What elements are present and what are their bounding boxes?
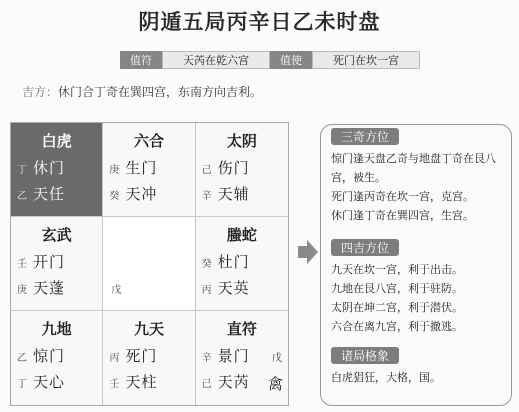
palace-star: 天辅: [217, 185, 250, 203]
info-bar: [120, 51, 420, 69]
palace-door: 杜门: [217, 253, 250, 271]
extra-star: 禽: [267, 375, 283, 393]
palace-door: 景门: [217, 347, 250, 365]
palace-star: 天英: [217, 279, 250, 297]
palace-zhen: [11, 217, 103, 311]
palace-star: 天柱: [125, 373, 158, 391]
door-stem: 庚: [109, 165, 120, 176]
center-stem: 戊: [111, 285, 122, 296]
door-stem: 己: [201, 165, 212, 176]
section-tag-siji: 四吉方位: [331, 239, 399, 256]
auspicious-text: 休门合丁奇在巽四宫，东南方向吉利。: [58, 85, 263, 99]
door-stem: 辛: [201, 353, 212, 364]
auspicious-label: 吉方：: [22, 85, 59, 99]
palace-star: 天任: [33, 185, 66, 203]
section-tag-sanqi: 三奇方位: [331, 128, 399, 145]
palace-star: 天冲: [125, 185, 158, 203]
palace-qian: [196, 311, 288, 405]
star-stem: 丁: [17, 379, 27, 390]
text-line: 九地在艮八宫，利于驻防。: [331, 282, 463, 295]
palace-star: 天心: [33, 373, 66, 391]
palace-door: 开门: [33, 253, 66, 271]
palace-star: 天蓬: [33, 279, 66, 297]
zhishi-label: 值使: [270, 51, 312, 69]
page-title: 阴遁五局丙辛日乙未时盘: [138, 10, 381, 34]
palace-door: 生门: [125, 159, 158, 177]
door-stem: 壬: [17, 259, 27, 270]
text-line: 惊门逢天盘乙奇与地盘丁奇在艮八宫，被生。: [331, 152, 496, 184]
door-stem: 丙: [109, 353, 120, 364]
door-stem: 乙: [17, 353, 27, 364]
palace-star: 天芮: [217, 373, 250, 391]
star-stem: 庚: [17, 285, 27, 296]
palace-god: 九天: [133, 320, 164, 338]
star-stem: 乙: [17, 191, 27, 202]
section-text-siji: [331, 260, 509, 336]
palace-god: 白虎: [41, 132, 72, 150]
palace-center: [103, 217, 195, 311]
palace-door: 死门: [125, 347, 158, 365]
palace-kan: [103, 311, 195, 405]
palace-gen: [11, 311, 103, 405]
palace-li: [103, 123, 195, 217]
palace-god: 太阴: [226, 132, 257, 150]
palace-xun: [11, 123, 103, 217]
star-stem: 壬: [109, 379, 120, 390]
zhifu-value: 天芮在乾六宫: [162, 51, 270, 69]
palace-god: 六合: [133, 132, 164, 150]
door-stem: 癸: [201, 259, 212, 270]
palace-god: 玄武: [41, 226, 72, 244]
palace-dui: [196, 217, 288, 311]
arrow-right-icon: [298, 240, 318, 264]
palace-door: 惊门: [33, 347, 66, 365]
palace-door: 伤门: [217, 159, 250, 177]
section-text-geju: [331, 368, 509, 387]
text-line: 休门逢丁奇在巽四宫，生宫。: [331, 209, 474, 222]
section-tag-geju: 诸局格象: [331, 347, 399, 364]
zhishi-value: 死门在坎一宫: [312, 51, 420, 69]
section-text-sanqi: [331, 149, 509, 225]
text-line: 白虎猖狂，大格，国。: [331, 371, 441, 384]
star-stem: 丙: [201, 285, 212, 296]
extra-stem: 戊: [272, 353, 282, 364]
palace-kun: [196, 123, 288, 217]
palace-god: 直符: [226, 320, 257, 338]
palace-grid: [10, 122, 289, 406]
palace-door: 休门: [33, 159, 66, 177]
text-line: 九天在坎一宫，利于出击。: [331, 263, 463, 276]
door-stem: 丁: [17, 165, 27, 176]
zhifu-label: 值符: [120, 51, 162, 69]
palace-god: 螣蛇: [226, 226, 257, 244]
text-line: 死门逢丙奇在坎一宫，克宫。: [331, 190, 474, 203]
text-line: 六合在离九宫，利于撤逃。: [331, 320, 463, 333]
auspicious-direction: [22, 83, 262, 100]
star-stem: 己: [201, 379, 212, 390]
text-line: 太阴在坤二宫，利于潜伏。: [331, 301, 463, 314]
palace-god: 九地: [41, 320, 72, 338]
star-stem: 癸: [109, 191, 120, 202]
star-stem: 辛: [201, 191, 212, 202]
